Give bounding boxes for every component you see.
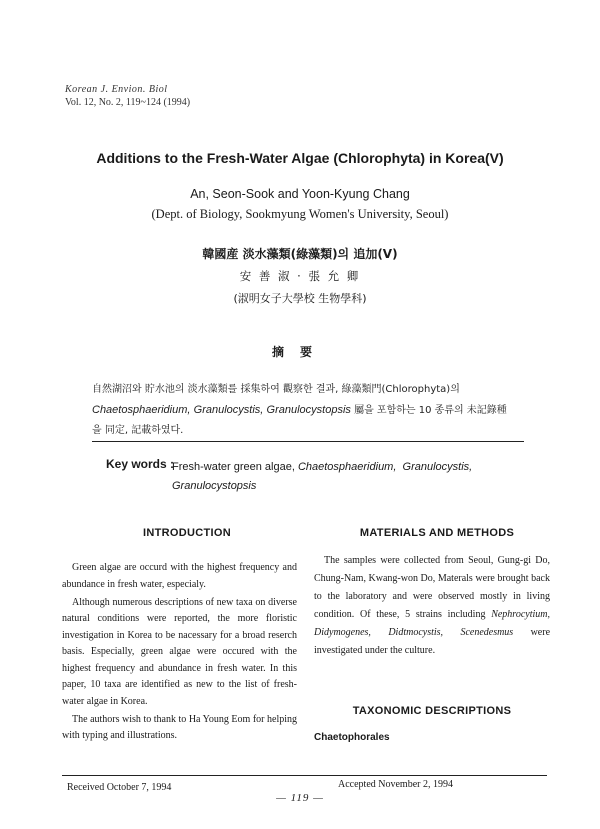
keyword-3: Granulocystopsis (172, 480, 257, 492)
abstract-genus-2: Granulocystis, (193, 404, 264, 416)
paper-affiliation: (Dept. of Biology, Sookmyung Women's University, Seoul) (151, 207, 449, 221)
methods-heading: MATERIALS AND METHODS (359, 527, 515, 539)
received-date: Received October 7, 1994 (67, 782, 172, 793)
paper-title: Additions to the Fresh-Water Algae (Chlorophyta) in Korea(V) (96, 150, 504, 166)
paper-authors: An, Seon-Sook and Yoon-Kyung Chang (190, 187, 410, 201)
methods-genus-4: Scenedesmus (460, 627, 514, 638)
journal-name: Korean J. Envion. Biol (65, 84, 168, 95)
intro-paragraph-1: Green algae are occurd with the highest frequency and abundance in fresh water, especialy. (62, 562, 297, 590)
page-number: — 119 — (276, 792, 324, 804)
abstract-genus-3: Granulocystopsis (266, 404, 351, 416)
keyword-plain: Fresh-water green algae, (172, 461, 298, 473)
intro-heading: INTRODUCTION (143, 527, 231, 539)
korean-title: 韓國産 淡水藻類(綠藻類)의 追加(V) (202, 247, 398, 261)
abstract-line-3: 을 同定, 記載하였다. (92, 425, 184, 436)
abstract-line-1: 自然湖沼와 貯水池의 淡水藻類를 採集하여 觀察한 결과, 綠藻類門(Chlorophyta)의 (92, 384, 460, 395)
korean-affiliation: (淑明女子大學校 生物學科) (233, 292, 367, 305)
abstract-line-2 (92, 400, 524, 421)
abstract-genus-1: Chaetosphaeridium, (92, 404, 191, 416)
abstract-divider (92, 441, 524, 442)
taxonomy-subheading: Chaetophorales (314, 732, 390, 743)
abstract-line-2-tail: 屬을 포함하는 10 종류의 未記錄種 (350, 405, 507, 416)
abstract-body (92, 380, 524, 441)
methods-genus-2: Didymogenes, (314, 627, 371, 638)
intro-section (62, 560, 297, 745)
keyword-1: Chaetosphaeridium, (297, 461, 397, 473)
methods-text-a: The samples were collected from Seoul, Gung-gi Do, Chung-Nam, Kwang-won Do, Materals were brought back to the laboratory and were observed mostly in living condition. Of these, 5 strains including (314, 555, 550, 620)
footer-divider (62, 775, 547, 776)
taxonomy-heading: TAXONOMIC DESCRIPTIONS (352, 705, 512, 717)
methods-section (314, 552, 550, 660)
methods-genus-3: Didtmocystis, (388, 627, 444, 638)
journal-volume: Vol. 12, No. 2, 119~124 (1994) (65, 97, 191, 108)
journal-citation (65, 83, 190, 109)
methods-genus-1: Nephrocytium, (491, 609, 550, 620)
korean-authors: 安 善 淑 · 張 允 卿 (239, 269, 361, 283)
keywords-list (172, 458, 512, 496)
methods-paragraph (314, 552, 550, 660)
intro-paragraph-2: Although numerous descriptions of new taxa on diverse natural conditions were reported, the more floristic investigation in Korea to be nacessary for a broad reserch basis. Especially, green algae were occured with the highest frequency and abundance in fresh water. In this paper, 10 taxa are identified as new to the list of fresh-water algae in Korea. (62, 596, 297, 707)
keywords-label: Key words : (106, 457, 175, 471)
abstract-heading: 摘要 (271, 345, 328, 359)
keyword-2: Granulocystis, (402, 461, 473, 473)
intro-paragraph-3: The authors wish to thank to Ha Young Eom for helping with typing and illustrations. (62, 713, 297, 741)
methods-text-b: were investigated under the culture. (314, 627, 551, 656)
accepted-date: Accepted November 2, 1994 (338, 779, 453, 790)
